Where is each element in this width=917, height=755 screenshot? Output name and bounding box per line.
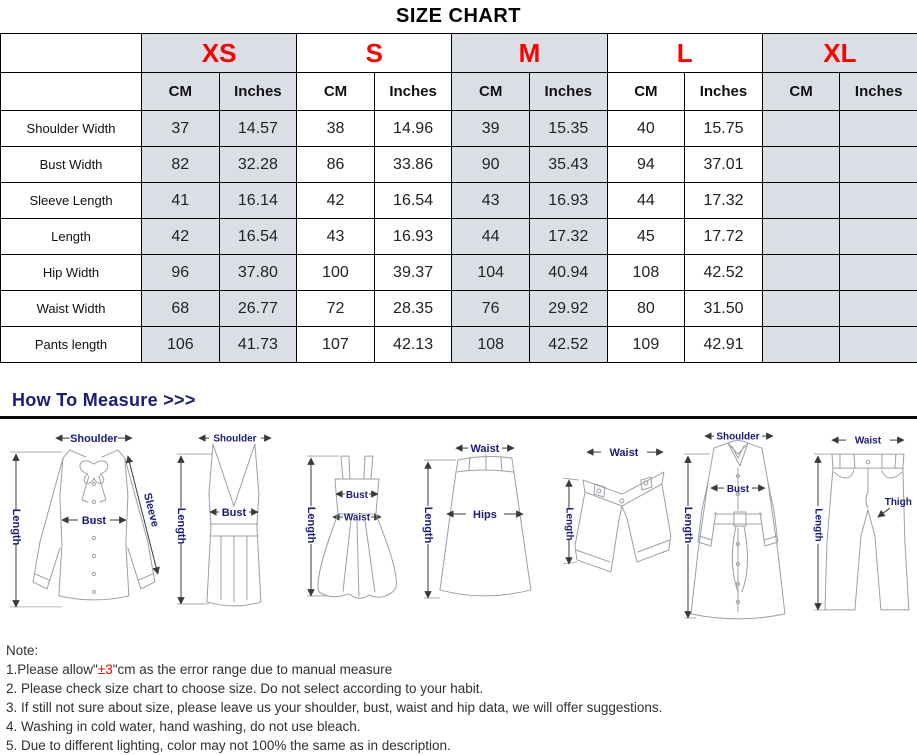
unit-header-XS-Inches: Inches xyxy=(219,73,297,111)
blouse-bust-label: Bust xyxy=(82,515,107,527)
cell-M-CM: 44 xyxy=(452,219,530,255)
size-header-XL: XL xyxy=(762,34,917,73)
cell-XS-CM: 41 xyxy=(142,183,220,219)
unit-header-M-Inches: Inches xyxy=(529,73,607,111)
cell-XS-Inches: 37.80 xyxy=(219,255,297,291)
row-label: Waist Width xyxy=(1,291,142,327)
cell-XL-CM xyxy=(762,111,840,147)
cell-M-CM: 104 xyxy=(452,255,530,291)
cell-M-CM: 108 xyxy=(452,327,530,363)
cell-S-Inches: 42.13 xyxy=(374,327,452,363)
cell-XL-Inches xyxy=(840,111,917,147)
table-row xyxy=(1,219,917,255)
coat-shoulder-label: Shoulder xyxy=(717,432,760,443)
tank-length-label: Length xyxy=(175,508,187,545)
cell-S-CM: 72 xyxy=(297,291,375,327)
cell-S-CM: 107 xyxy=(297,327,375,363)
cell-L-Inches: 17.72 xyxy=(685,219,763,255)
row-label: Hip Width xyxy=(1,255,142,291)
unit-header-L-Inches: Inches xyxy=(685,73,763,111)
cell-L-Inches: 37.01 xyxy=(685,147,763,183)
cell-XS-CM: 68 xyxy=(142,291,220,327)
cell-XL-CM xyxy=(762,147,840,183)
cell-XS-Inches: 16.14 xyxy=(219,183,297,219)
note-line-3: 3. If still not sure about size, please leave us your shoulder, bust, waist and hip data, we will offer suggestions. xyxy=(6,698,917,717)
measurement-figures xyxy=(0,424,917,631)
cell-XS-Inches: 41.73 xyxy=(219,327,297,363)
size-chart-table xyxy=(0,33,917,363)
cell-L-CM: 94 xyxy=(607,147,685,183)
divider-line xyxy=(0,416,917,419)
cell-S-Inches: 16.93 xyxy=(374,219,452,255)
unit-header-S-Inches: Inches xyxy=(374,73,452,111)
cell-L-Inches: 42.52 xyxy=(685,255,763,291)
figure-pants xyxy=(798,424,913,629)
row-label: Sleeve Length xyxy=(1,183,142,219)
skirt-hips-label: Hips xyxy=(473,509,497,521)
size-header-S: S xyxy=(297,34,452,73)
dress-bust-label: Bust xyxy=(346,490,369,501)
size-header-XS: XS xyxy=(142,34,297,73)
tank-bust-label: Bust xyxy=(222,507,247,519)
cell-M-Inches: 17.32 xyxy=(529,219,607,255)
notes-section xyxy=(6,641,917,755)
cell-S-CM: 100 xyxy=(297,255,375,291)
cell-L-CM: 44 xyxy=(607,183,685,219)
cell-L-CM: 45 xyxy=(607,219,685,255)
row-label: Bust Width xyxy=(1,147,142,183)
cell-S-CM: 42 xyxy=(297,183,375,219)
shorts-waist-label: Waist xyxy=(610,447,639,459)
cell-M-Inches: 29.92 xyxy=(529,291,607,327)
cell-M-Inches: 35.43 xyxy=(529,147,607,183)
cell-XL-CM xyxy=(762,327,840,363)
cell-XL-CM xyxy=(762,183,840,219)
table-row xyxy=(1,327,917,363)
unit-header-XL-Inches: Inches xyxy=(840,73,917,111)
cell-M-Inches: 40.94 xyxy=(529,255,607,291)
figure-skirt xyxy=(414,424,544,629)
cell-S-Inches: 16.54 xyxy=(374,183,452,219)
pants-waist-label: Waist xyxy=(855,436,882,447)
table-row xyxy=(1,183,917,219)
pants-length-label: Length xyxy=(812,508,823,541)
notes-title: Note: xyxy=(6,641,917,660)
corner-cell xyxy=(1,34,142,73)
size-header-M: M xyxy=(452,34,607,73)
unit-header-S-CM: CM xyxy=(297,73,375,111)
cell-XS-CM: 96 xyxy=(142,255,220,291)
cell-S-CM: 38 xyxy=(297,111,375,147)
cell-L-Inches: 17.32 xyxy=(685,183,763,219)
cell-L-CM: 40 xyxy=(607,111,685,147)
table-row xyxy=(1,255,917,291)
cell-M-CM: 76 xyxy=(452,291,530,327)
cell-M-Inches: 15.35 xyxy=(529,111,607,147)
figure-shorts xyxy=(543,424,678,629)
row-label: Shoulder Width xyxy=(1,111,142,147)
corner-cell xyxy=(1,73,142,111)
blouse-length-label: Length xyxy=(10,509,22,546)
unit-header-XS-CM: CM xyxy=(142,73,220,111)
table-row xyxy=(1,147,917,183)
blouse-shoulder-label: Shoulder xyxy=(70,433,118,445)
skirt-length-label: Length xyxy=(422,507,434,544)
cell-XL-Inches xyxy=(840,291,917,327)
unit-header-L-CM: CM xyxy=(607,73,685,111)
cell-XS-CM: 37 xyxy=(142,111,220,147)
cell-XL-Inches xyxy=(840,219,917,255)
cell-XS-CM: 42 xyxy=(142,219,220,255)
figure-blouse xyxy=(4,424,169,629)
page-title: SIZE CHART xyxy=(0,0,917,33)
cell-S-Inches: 33.86 xyxy=(374,147,452,183)
skirt-waist-label: Waist xyxy=(470,443,499,455)
pants-thigh-label: Thigh xyxy=(885,497,912,508)
coat-length-label: Length xyxy=(682,507,694,544)
table-row xyxy=(1,291,917,327)
coat-bust-label: Bust xyxy=(727,484,750,495)
note-line-5: 5. Due to different lighting, color may not 100% the same as in description. xyxy=(6,736,917,755)
figure-slip-dress xyxy=(299,424,414,629)
cell-XS-CM: 82 xyxy=(142,147,220,183)
table-row xyxy=(1,111,917,147)
cell-M-Inches: 16.93 xyxy=(529,183,607,219)
unit-header-XL-CM: CM xyxy=(762,73,840,111)
note-line-1: 1.Please allow"±3"cm as the error range due to manual measure xyxy=(6,660,917,679)
cell-XS-CM: 106 xyxy=(142,327,220,363)
figure-tank-top xyxy=(169,424,299,629)
cell-XL-Inches xyxy=(840,183,917,219)
cell-XL-Inches xyxy=(840,147,917,183)
cell-L-CM: 108 xyxy=(607,255,685,291)
unit-header-M-CM: CM xyxy=(452,73,530,111)
cell-L-Inches: 42.91 xyxy=(685,327,763,363)
cell-M-CM: 39 xyxy=(452,111,530,147)
cell-XL-CM xyxy=(762,291,840,327)
tank-shoulder-label: Shoulder xyxy=(213,434,256,445)
cell-L-Inches: 31.50 xyxy=(685,291,763,327)
note-line-4: 4. Washing in cold water, hand washing, do not use bleach. xyxy=(6,717,917,736)
cell-L-CM: 80 xyxy=(607,291,685,327)
cell-XS-Inches: 16.54 xyxy=(219,219,297,255)
cell-M-CM: 43 xyxy=(452,183,530,219)
cell-XL-CM xyxy=(762,219,840,255)
row-label: Length xyxy=(1,219,142,255)
cell-S-CM: 86 xyxy=(297,147,375,183)
cell-XL-Inches xyxy=(840,327,917,363)
dress-waist-label: Waist xyxy=(343,513,370,524)
cell-M-Inches: 42.52 xyxy=(529,327,607,363)
cell-XL-Inches xyxy=(840,255,917,291)
cell-XS-Inches: 14.57 xyxy=(219,111,297,147)
cell-L-CM: 109 xyxy=(607,327,685,363)
cell-L-Inches: 15.75 xyxy=(685,111,763,147)
cell-S-Inches: 28.35 xyxy=(374,291,452,327)
cell-S-CM: 43 xyxy=(297,219,375,255)
cell-M-CM: 90 xyxy=(452,147,530,183)
cell-XL-CM xyxy=(762,255,840,291)
cell-XS-Inches: 32.28 xyxy=(219,147,297,183)
size-header-L: L xyxy=(607,34,762,73)
cell-S-Inches: 14.96 xyxy=(374,111,452,147)
note-error-range: ±3 xyxy=(98,662,113,677)
dress-length-label: Length xyxy=(305,507,317,544)
row-label: Pants length xyxy=(1,327,142,363)
blouse-sleeve-label: Sleeve xyxy=(141,492,161,529)
cell-S-Inches: 39.37 xyxy=(374,255,452,291)
shorts-length-label: Length xyxy=(564,507,575,540)
how-to-measure-heading: How To Measure >>> xyxy=(12,390,917,411)
figure-coat xyxy=(678,424,798,629)
cell-XS-Inches: 26.77 xyxy=(219,291,297,327)
note-line-2: 2. Please check size chart to choose size. Do not select according to your habit. xyxy=(6,679,917,698)
